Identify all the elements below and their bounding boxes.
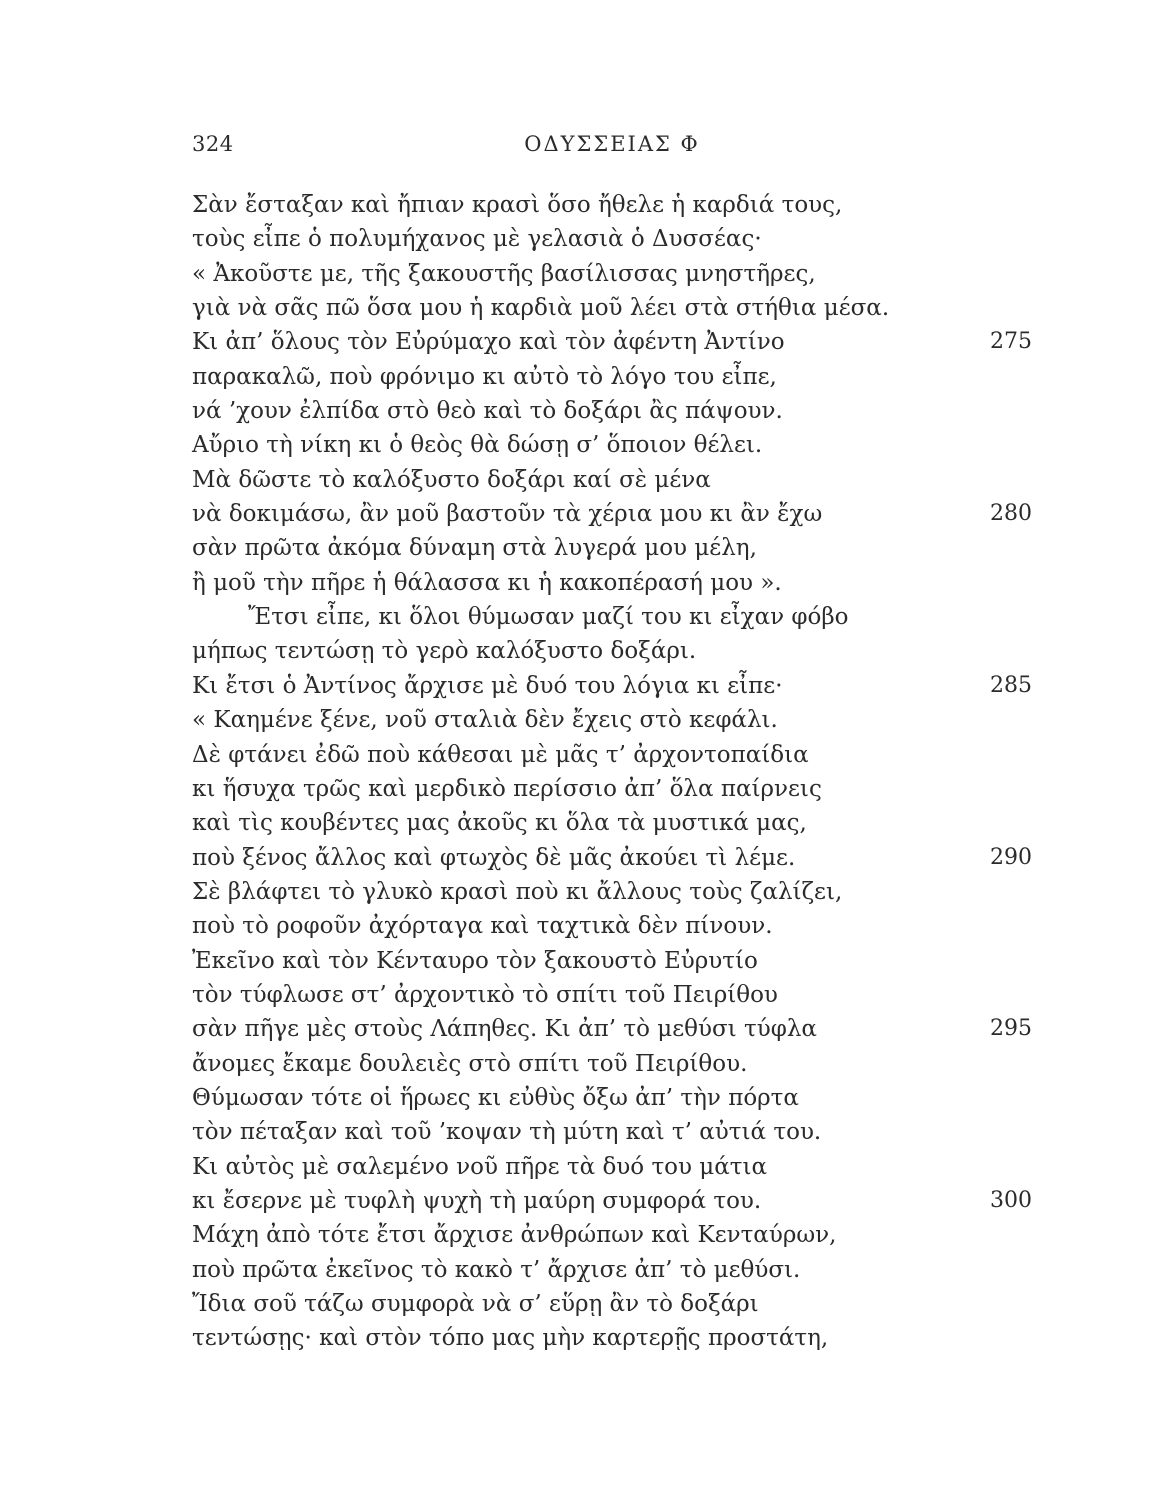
verse-line — [192, 1287, 1032, 1321]
verse-line — [192, 1321, 1032, 1355]
verse-text: Θύμωσαν τότε οἱ ἥρωες κι εὐθὺς ὄξω ἀπ’ τὴν πόρτα — [192, 1084, 799, 1111]
verse-line — [192, 1150, 1032, 1184]
verse-block — [192, 188, 1032, 1356]
verse-line — [192, 1218, 1032, 1252]
verse-text: Αὔριο τὴ νίκη κι ὁ θεὸς θὰ δώσῃ σ’ ὅποιον θέλει. — [192, 432, 763, 459]
page-header — [192, 132, 1032, 162]
verse-line — [192, 566, 1032, 600]
verse-line — [192, 978, 1032, 1012]
verse-line — [192, 291, 1032, 325]
line-number: 300 — [990, 1187, 1032, 1213]
verse-text: σὰν πρῶτα ἀκόμα δύναμη στὰ λυγερά μου μέλη, — [192, 535, 757, 562]
verse-text: Δὲ φτάνει ἐδῶ ποὺ κάθεσαι μὲ μᾶς τ’ ἀρχοντοπαίδια — [192, 741, 809, 768]
verse-line — [192, 944, 1032, 978]
line-number: 290 — [990, 844, 1032, 870]
verse-text: μήπως τεντώσῃ τὸ γερὸ καλόξυστο δοξάρι. — [192, 638, 697, 665]
verse-line — [192, 1047, 1032, 1081]
verse-line — [192, 531, 1032, 565]
verse-text: νὰ δοκιμάσω, ἂν μοῦ βαστοῦν τὰ χέρια μου κι ἂν ἔχω — [192, 501, 823, 528]
verse-text: τεντώσῃς· καὶ στὸν τόπο μας μὴν καρτερῇς προστάτη, — [192, 1325, 829, 1352]
verse-text: Μὰ δῶστε τὸ καλόξυστο δοξάρι καί σὲ μένα — [192, 466, 711, 493]
verse-line — [192, 497, 1032, 531]
running-title: ΟΔΥΣΣΕΙΑΣ Φ — [524, 132, 700, 156]
verse-text: Ἔτσι εἶπε, κι ὅλοι θύμωσαν μαζί του κι εἶχαν φόβο — [248, 604, 849, 631]
verse-text: Μάχη ἀπὸ τότε ἔτσι ἄρχισε ἀνθρώπων καὶ Κενταύρων, — [192, 1222, 837, 1249]
verse-text: Κι ἔτσι ὁ Ἀντίνος ἄρχισε μὲ δυό του λόγια κι εἶπε· — [192, 672, 783, 699]
verse-line — [192, 772, 1032, 806]
verse-text: ποὺ ξένος ἄλλος καὶ φτωχὸς δὲ μᾶς ἀκούει τὶ λέμε. — [192, 844, 796, 871]
verse-text: σὰν πῆγε μὲς στοὺς Λάπηθες. Κι ἀπ’ τὸ μεθύσι τύφλα — [192, 1016, 817, 1043]
verse-line — [192, 394, 1032, 428]
verse-line — [192, 428, 1032, 462]
line-number: 285 — [990, 672, 1032, 698]
verse-line — [192, 703, 1032, 737]
line-number: 275 — [990, 329, 1032, 355]
verse-text: ποὺ τὸ ροφοῦν ἀχόρταγα καὶ ταχτικὰ δὲν πίνουν. — [192, 913, 773, 940]
verse-line — [192, 738, 1032, 772]
verse-text: Σὲ βλάφτει τὸ γλυκὸ κρασὶ ποὺ κι ἄλλους τοὺς ζαλίζει, — [192, 878, 843, 905]
verse-line — [192, 360, 1032, 394]
verse-text: Κι ἀπ’ ὅλους τὸν Εὐρύμαχο καὶ τὸν ἀφέντη Ἀντίνο — [192, 329, 785, 356]
verse-line — [192, 634, 1032, 668]
verse-text: ἢ μοῦ τὴν πῆρε ἡ θάλασσα κι ἡ κακοπέρασή μου ». — [192, 569, 782, 596]
verse-line — [192, 188, 1032, 222]
verse-line — [192, 222, 1032, 256]
verse-line — [192, 325, 1032, 359]
verse-line — [192, 1012, 1032, 1046]
verse-text: ποὺ πρῶτα ἐκεῖνος τὸ κακὸ τ’ ἄρχισε ἀπ’ τὸ μεθύσι. — [192, 1256, 801, 1283]
verse-text: νά ’χουν ἐλπίδα στὸ θεὸ καὶ τὸ δοξάρι ἂς πάψουν. — [192, 398, 783, 425]
verse-text: Κι αὐτὸς μὲ σαλεμένο νοῦ πῆρε τὰ δυό του μάτια — [192, 1153, 768, 1180]
verse-text: τὸν τύφλωσε στ’ ἀρχοντικὸ τὸ σπίτι τοῦ Πειρίθου — [192, 981, 778, 1008]
line-number: 280 — [990, 501, 1032, 527]
verse-line — [192, 1184, 1032, 1218]
verse-line — [192, 841, 1032, 875]
verse-text: κι ἔσερνε μὲ τυφλὴ ψυχὴ τὴ μαύρη συμφορά του. — [192, 1187, 762, 1214]
line-number: 295 — [990, 1016, 1032, 1042]
verse-line — [192, 1253, 1032, 1287]
verse-line — [192, 463, 1032, 497]
verse-line — [192, 1115, 1032, 1149]
verse-text: Ἐκεῖνο καὶ τὸν Κένταυρο τὸν ξακουστὸ Εὐρυτίο — [192, 947, 758, 974]
verse-line — [192, 1081, 1032, 1115]
verse-text: « Καημένε ξένε, νοῦ σταλιὰ δὲν ἔχεις στὸ κεφάλι. — [192, 707, 778, 734]
verse-text: κι ἥσυχα τρῶς καὶ μερδικὸ περίσσιο ἀπ’ ὅλα παίρνεις — [192, 775, 822, 802]
verse-text: ἄνομες ἔκαμε δουλειὲς στὸ σπίτι τοῦ Πειρίθου. — [192, 1050, 748, 1077]
verse-line — [192, 806, 1032, 840]
verse-line — [192, 669, 1032, 703]
verse-line — [192, 875, 1032, 909]
page-number: 324 — [192, 132, 234, 156]
verse-text: γιὰ νὰ σᾶς πῶ ὅσα μου ἡ καρδιὰ μοῦ λέει στὰ στήθια μέσα. — [192, 295, 890, 322]
verse-text: τοὺς εἶπε ὁ πολυμήχανος μὲ γελασιὰ ὁ Δυσσέας· — [192, 226, 762, 253]
verse-line — [192, 600, 1032, 634]
verse-text: καὶ τὶς κουβέντες μας ἀκοῦς κι ὅλα τὰ μυστικά μας, — [192, 810, 807, 837]
verse-text: Σὰν ἔσταξαν καὶ ἤπιαν κρασὶ ὅσο ἤθελε ἡ καρδιά τους, — [192, 192, 843, 218]
verse-text: τὸν πέταξαν καὶ τοῦ ’κοψαν τὴ μύτη καὶ τ’ αὐτιά του. — [192, 1119, 822, 1146]
verse-text: Ἴδια σοῦ τάζω συμφορὰ νὰ σ’ εὕρῃ ἂν τὸ δοξάρι — [192, 1291, 759, 1317]
verse-line — [192, 909, 1032, 943]
verse-text: « Ἀκοῦστε με, τῆς ξακουστῆς βασίλισσας μνηστῆρες, — [192, 260, 816, 287]
verse-text: παρακαλῶ, ποὺ φρόνιμο κι αὐτὸ τὸ λόγο του εἶπε, — [192, 363, 777, 390]
verse-line — [192, 257, 1032, 291]
